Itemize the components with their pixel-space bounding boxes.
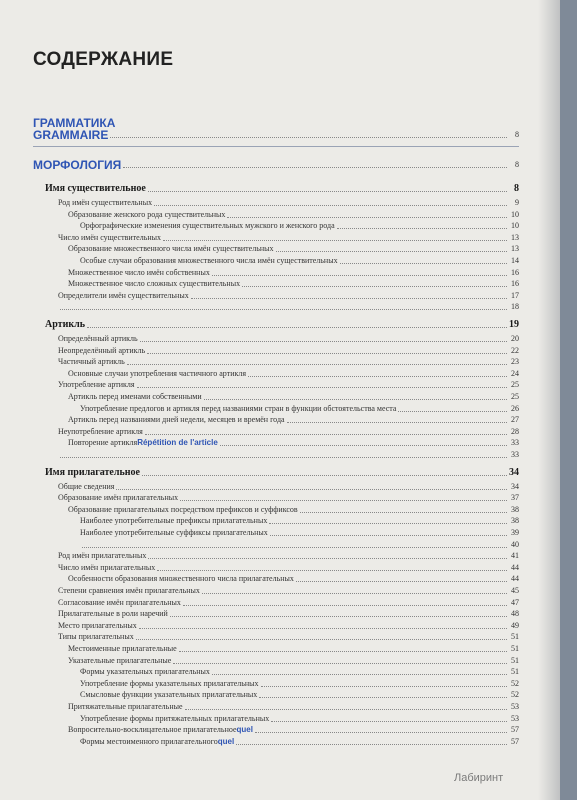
page-number: 8 <box>515 160 519 169</box>
leader-dots <box>191 297 507 299</box>
entry-title: Имя существительное <box>45 183 146 194</box>
toc-entry <box>68 654 519 666</box>
toc-entry <box>80 514 519 526</box>
page-number: 57 <box>511 725 519 735</box>
entry-title: Основные случаи употребления частичного артикля <box>68 368 247 378</box>
entry-title: Особые случаи образования множественного числа имён существительных <box>80 256 338 265</box>
page-number: 28 <box>511 426 519 436</box>
entry-title: Указательные прилагательные <box>68 655 172 665</box>
page-title: СОДЕРЖАНИЕ <box>33 49 174 70</box>
leader-dots <box>296 580 507 582</box>
page-number: 51 <box>511 644 519 653</box>
leader-dots <box>110 136 507 138</box>
leader-dots <box>183 604 507 606</box>
leader-dots <box>60 456 507 458</box>
toc-entry <box>58 549 519 561</box>
leader-dots <box>271 720 507 722</box>
leader-dots <box>270 534 507 536</box>
leader-dots <box>227 216 507 218</box>
toc-entry <box>68 390 519 402</box>
page-number: 44 <box>511 574 519 584</box>
entry-title: Формы местоименного прилагательного <box>80 736 218 746</box>
leader-dots <box>157 569 507 571</box>
leader-dots <box>212 274 507 276</box>
leader-dots <box>87 326 507 328</box>
toc-entry <box>80 254 519 266</box>
entry-title: Частичный артикль <box>58 357 125 367</box>
page-number: 40 <box>511 539 519 549</box>
leader-dots <box>220 444 507 446</box>
page-number: 52 <box>511 678 519 688</box>
section-divider <box>33 146 519 147</box>
entry-title: Неупотребление артикля <box>58 426 143 436</box>
leader-dots <box>259 696 507 698</box>
entry-title: Степени сравнения имён прилагательных <box>58 586 200 595</box>
leader-dots <box>145 433 507 435</box>
page-number: 41 <box>511 551 519 561</box>
leader-dots <box>287 421 507 423</box>
toc-entry <box>80 402 519 414</box>
page-number: 49 <box>511 620 519 630</box>
leader-dots <box>202 592 507 594</box>
page-number: 38 <box>511 504 519 514</box>
toc-entry <box>58 619 519 631</box>
page-number: 53 <box>511 702 519 711</box>
leader-dots <box>123 166 507 168</box>
section-grammar-fr: GRAMMAIRE <box>33 128 109 142</box>
leader-dots <box>300 511 507 513</box>
entry-title: Множественное число имён собственных <box>68 267 210 277</box>
leader-dots <box>148 557 507 559</box>
entry-title: Имя прилагательное <box>45 466 140 478</box>
entry-title: Род имён прилагательных <box>58 551 147 561</box>
page-number: 37 <box>511 493 519 503</box>
toc-entry <box>58 596 519 608</box>
entry-title: Употребление формы притяжательных прилагательных <box>80 713 270 723</box>
page-number: 25 <box>511 380 519 390</box>
leader-dots <box>148 190 507 192</box>
toc-entry <box>58 332 519 344</box>
toc-entry <box>80 712 519 724</box>
entry-title: Образование женского рода существительных <box>68 209 226 219</box>
page-number: 27 <box>511 415 519 425</box>
page-number: 25 <box>511 392 519 401</box>
entry-title: Общие сведения <box>58 481 115 491</box>
leader-dots <box>179 650 507 652</box>
leader-dots <box>137 386 507 388</box>
leader-dots <box>136 638 507 640</box>
page-number: 14 <box>511 256 519 265</box>
leader-dots <box>261 685 507 687</box>
entry-title: Употребление артикля <box>58 380 135 390</box>
page-number: 39 <box>511 528 519 537</box>
page-number: 51 <box>511 632 519 642</box>
page-number: 47 <box>511 597 519 607</box>
entry-title: Местоименные прилагательные <box>68 644 177 653</box>
toc-entry <box>80 526 519 538</box>
page-number: 52 <box>511 690 519 700</box>
entry-french-term: quel <box>217 736 235 746</box>
entry-title: Наиболее употребительные префиксы прилагательных <box>80 516 268 526</box>
entry-title: Множественное число сложных существительных <box>68 279 241 289</box>
page-number: 51 <box>511 667 519 677</box>
section-grammar-ru: ГРАММАТИКА <box>33 116 116 130</box>
leader-dots <box>154 204 507 206</box>
toc-entry <box>58 355 519 367</box>
page-number: 44 <box>511 562 519 572</box>
toc-section <box>33 158 519 170</box>
section-grammar-fr-row <box>33 128 519 140</box>
leader-dots <box>398 410 507 412</box>
entry-title: Артикль перед названиями дней недели, месяцев и времён года <box>68 415 285 425</box>
page-number: 48 <box>511 609 519 619</box>
leader-dots <box>185 708 507 710</box>
toc-entry <box>68 208 519 220</box>
leader-dots <box>269 522 507 524</box>
entry-title: Артикль <box>45 319 85 330</box>
publisher-watermark: Лабиринт <box>454 772 504 784</box>
leader-dots <box>147 352 507 354</box>
leader-dots <box>139 627 507 629</box>
entry-title: Артикль перед именами собственными <box>68 392 202 401</box>
entry-title: Употребление формы указательных прилагательных <box>80 678 259 688</box>
leader-dots <box>180 499 507 501</box>
page-number: 57 <box>511 736 519 746</box>
page-number: 8 <box>514 183 519 194</box>
toc-entry <box>58 289 519 301</box>
page-edge-shadow <box>538 0 560 800</box>
page-number: 17 <box>511 290 519 300</box>
leader-dots <box>255 731 507 733</box>
leader-dots <box>82 546 507 548</box>
page-number: 22 <box>511 345 519 355</box>
toc-entry <box>80 538 519 550</box>
toc-entry <box>58 584 519 596</box>
toc-entry <box>58 231 519 243</box>
page-number: 16 <box>511 279 519 289</box>
entry-title: МОРФОЛОГИЯ <box>33 158 122 172</box>
entry-title: Типы прилагательных <box>58 632 134 642</box>
toc-entry <box>80 219 519 231</box>
entry-title: Число имён существительных <box>58 232 162 242</box>
entry-french-term: quel <box>236 725 253 735</box>
page-number: 16 <box>511 267 519 277</box>
leader-dots <box>116 488 507 490</box>
toc-entry <box>68 572 519 584</box>
leader-dots <box>60 308 507 310</box>
entry-title: Прилагательные в роли наречий <box>58 609 168 619</box>
entry-title: Притяжательные прилагательные <box>68 702 183 711</box>
page-number: 20 <box>511 334 519 343</box>
page-number: 10 <box>511 209 519 219</box>
toc-entry <box>58 448 519 460</box>
entry-title: Употребление предлогов и артикля перед названиями стран в функции обстоятельства места <box>80 403 397 413</box>
entry-title: Вопросительно-восклицательное прилагательное <box>68 725 237 735</box>
entry-title: Образование имён прилагательных <box>58 493 179 503</box>
page-number: 10 <box>511 221 519 231</box>
entry-title: Неопределённый артикль <box>58 345 146 355</box>
toc-entry <box>68 413 519 425</box>
page-number: 13 <box>511 232 519 242</box>
page-number: 34 <box>509 466 519 478</box>
leader-dots <box>340 262 507 264</box>
leader-dots <box>337 227 507 229</box>
leader-dots <box>127 363 507 365</box>
leader-dots <box>212 673 507 675</box>
toc-entry <box>58 630 519 642</box>
entry-title: Место прилагательных <box>58 620 137 630</box>
page-number: 18 <box>511 302 519 312</box>
entry-title: Род имён существительных <box>58 198 153 207</box>
entry-title: Определители имён существительных <box>58 290 189 300</box>
toc-entry <box>58 344 519 356</box>
page-number: 33 <box>511 450 519 459</box>
toc-entry <box>68 367 519 379</box>
leader-dots <box>204 398 507 400</box>
toc-entry <box>68 642 519 654</box>
page-number: 34 <box>511 481 519 491</box>
toc-entry <box>58 196 519 208</box>
toc-entry <box>80 665 519 677</box>
toc-heading <box>45 182 519 194</box>
toc-entry <box>68 266 519 278</box>
page-number: 19 <box>509 319 519 330</box>
leader-dots <box>248 375 507 377</box>
entry-title: Формы указательных прилагательных <box>80 667 210 677</box>
toc-entry <box>58 378 519 390</box>
leader-dots <box>170 615 507 617</box>
page-number: 53 <box>511 713 519 723</box>
leader-dots <box>142 474 507 476</box>
toc-entry <box>80 735 519 747</box>
toc-entry <box>68 723 519 735</box>
toc-entry <box>68 503 519 515</box>
entry-title: Определённый артикль <box>58 334 138 343</box>
leader-dots <box>236 743 507 745</box>
toc-entry <box>58 607 519 619</box>
entry-french-term: Répétition de l'article <box>137 438 218 448</box>
toc-entry <box>80 677 519 689</box>
page-number: 13 <box>511 244 519 254</box>
toc-heading <box>45 466 519 478</box>
toc-entry <box>68 242 519 254</box>
leader-dots <box>276 250 507 252</box>
toc-entry <box>68 277 519 289</box>
entry-title: Повторение артикля <box>68 438 138 448</box>
leader-dots <box>242 285 507 287</box>
entry-title: Наиболее употребительные суффиксы прилагательных <box>80 528 268 537</box>
leader-dots <box>163 239 507 241</box>
page-number: 45 <box>511 586 519 595</box>
entry-title: Смысловые функции указательных прилагательных <box>80 690 258 700</box>
page-number: 51 <box>511 655 519 665</box>
entry-title: Образование множественного числа имён существительных <box>68 244 274 254</box>
toc-entry <box>58 480 519 492</box>
entry-title: Согласование имён прилагательных <box>58 597 181 607</box>
page-number: 23 <box>511 357 519 367</box>
toc-entry <box>68 436 519 448</box>
leader-dots <box>173 662 507 664</box>
entry-title: Орфографические изменения существительных мужского и женского рода <box>80 221 335 231</box>
page-number: 38 <box>511 516 519 526</box>
page-number: 33 <box>511 438 519 448</box>
page-number: 9 <box>515 198 519 207</box>
entry-title: Образование прилагательных посредством префиксов и суффиксов <box>68 504 298 514</box>
toc-entry <box>80 688 519 700</box>
entry-title: Число имён прилагательных <box>58 562 156 572</box>
toc-entry <box>58 300 519 312</box>
page-number: 26 <box>511 403 519 413</box>
toc-entry <box>68 700 519 712</box>
entry-title: Особенности образования множественного числа прилагательных <box>68 574 294 584</box>
toc-heading <box>45 318 519 330</box>
toc-entry <box>58 491 519 503</box>
leader-dots <box>140 340 507 342</box>
page-number: 24 <box>511 368 519 378</box>
toc-entry <box>58 561 519 573</box>
toc-entry <box>58 425 519 437</box>
page-number: 8 <box>515 130 519 139</box>
